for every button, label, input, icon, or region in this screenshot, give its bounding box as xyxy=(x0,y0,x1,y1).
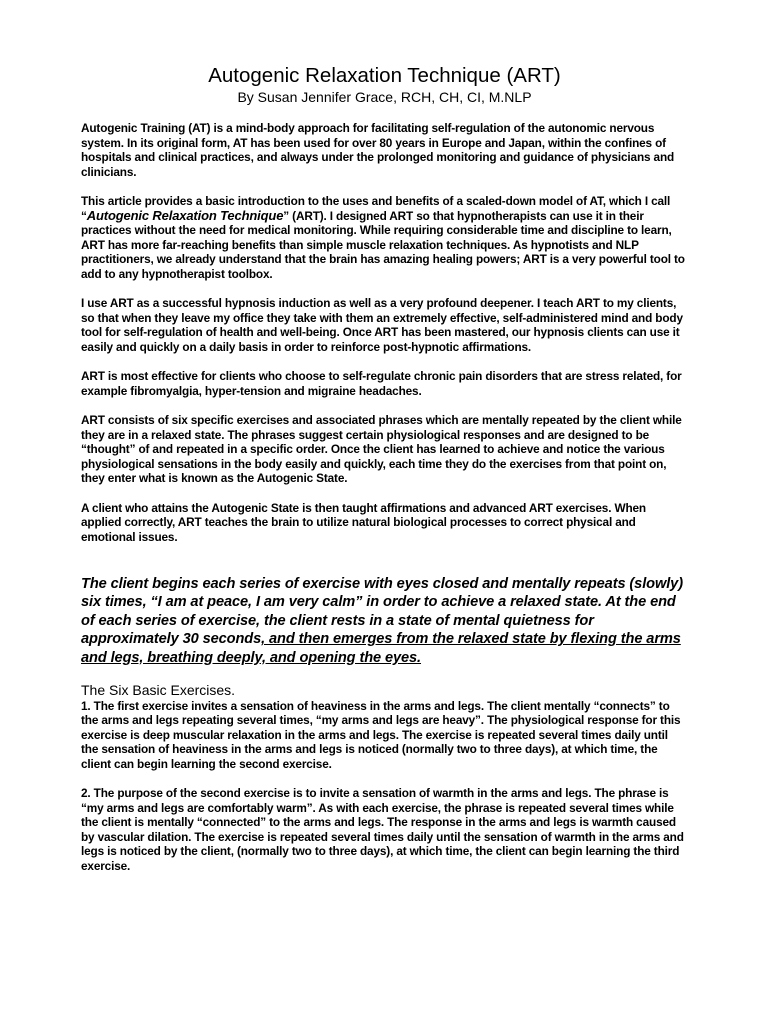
paragraph-exercises-overview: ART consists of six specific exercises and associated phrases which are mentally repeated by the client while they are in a relaxed state. The phrases suggest certain physiological responses and are designed to be “thought” of and repeated in a specific order. Once the client has learned to achieve and notice the various physiological sensations in the body easily and quickly, each time they do the exercises from that point on, they enter what is known as the Autogenic State. xyxy=(81,413,682,485)
emphasis-underlined-text: , and then emerges from the relaxed state by flexing the arms and legs, breathing deeply, and opening the eyes. xyxy=(81,631,681,666)
document-title: Autogenic Relaxation Technique (ART) xyxy=(208,64,561,87)
paragraph-text: ” (ART). I designed ART so that hypnotherapists can use it in their practices without the need for medical monitoring. While requiring considerable time and discipline to learn, ART has more far-reaching benefits than simple muscle relaxation techniques. As hypnotists and NLP practitioners, we already understand that the brain has amazing healing powers; ART is a very powerful tool to add to any hypnotherapist toolbox. xyxy=(81,208,685,281)
paragraph-autogenic-state: A client who attains the Autogenic State is then taught affirmations and advanced ART exercises. When applied correctly, ART teaches the brain to utilize natural biological processes to correct physical and emotional issues. xyxy=(81,500,646,544)
emphasis-paragraph xyxy=(81,575,688,667)
paragraph-art-introduction xyxy=(81,194,688,281)
technique-name: Autogenic Relaxation Technique xyxy=(86,207,284,223)
paragraph-usage: I use ART as a successful hypnosis induction as well as a very profound deepener. I teach ART to my clients, so that when they leave my office they take with them an extremely effective, self-administered mind and body tool for self-regulation of health and well-being. Once ART has been mastered, our hypnosis clients can use it easily and quickly on a daily basis in order to reinforce post-hypnotic affirmations. xyxy=(81,296,683,354)
emphasis-text: The client begins each series of exercise with eyes closed and mentally repeats (slowly) six times, “I am at peace, I am very calm” in order to achieve a relaxed state. At the end of each series of exercise, the client rests in a state of mental quietness for approximately 30 seconds xyxy=(81,576,683,648)
paragraph-effectiveness: ART is most effective for clients who choose to self-regulate chronic pain disorders that are stress related, for example fibromyalgia, hyper-tension and migraine headaches. xyxy=(81,369,682,398)
section-heading: The Six Basic Exercises. xyxy=(81,681,236,698)
paragraph-text: This article provides a basic introduction to the uses and benefits of a scaled-down model of AT, which I call “ xyxy=(81,194,671,223)
paragraph-intro: Autogenic Training (AT) is a mind-body approach for facilitating self-regulation of the autonomic nervous system. In its original form, AT has been used for over 80 years in Europe and Japan, within the confines of hospitals and clinical practices, and always under the prolonged monitoring and guidance of physicians and clinicians. xyxy=(81,121,675,179)
document-byline: By Susan Jennifer Grace, RCH, CH, CI, M.NLP xyxy=(237,89,532,105)
exercise-item: 1. The first exercise invites a sensation of heaviness in the arms and legs. The client mentally “connects” to the arms and legs repeating several times, “my arms and legs are heavy”. The physiological response for this exercise is deep muscular relaxation in the arms and legs. The exercise is repeated several times daily until the sensation of heaviness in the arms and legs is noticed (normally two to three days), at which time, the client can begin learning the second exercise. xyxy=(81,698,681,771)
exercise-item: 2. The purpose of the second exercise is to invite a sensation of warmth in the arms and legs. The phrase is “my arms and legs are comfortably warm”. As with each exercise, the phrase is repeated several times while the client is mentally “connected” to the arms and legs. The response in the arms and legs is warmth caused by vascular dilation. The exercise is repeated several times daily until the sensation of warmth in the arms and legs is noticed by the client, (normally two to three days), at which time, the client can begin learning the third exercise. xyxy=(81,786,684,873)
